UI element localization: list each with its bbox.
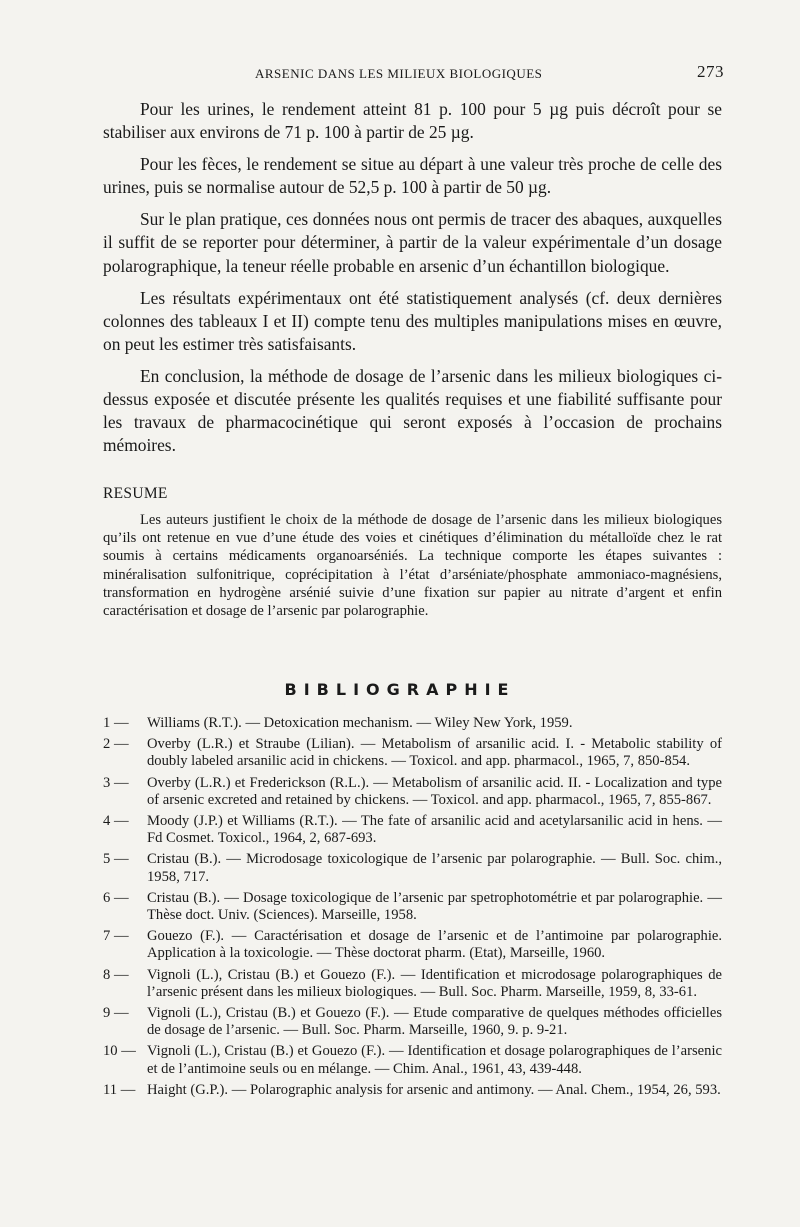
reference-text: Haight (G.P.). — Polarographic analysis for arsenic and antimony. — Anal. Chem., 1954, 26, 593. bbox=[147, 1081, 721, 1098]
body-text bbox=[103, 98, 722, 466]
resume-text: Les auteurs justifient le choix de la méthode de dosage de l’arsenic dans les milieux biologiques qu’ils ont retenue en vue d’une étude des voies et cinétiques d’élimination du métalloïde chez le rat soumis à certains médicaments organoarséniés. La technique comporte les étapes suivantes : minéralisation sulfonitrique, coprécipitation à l’état d’arséniate/phosphate ammoniaco-magnésiens, transformation en hydrogène arsénié suivie d’une fixation sur papier au nitrate d’argent et enfin caractérisation et dosage de l’arsenic par polarographie. bbox=[103, 512, 722, 620]
resume-abstract bbox=[103, 511, 722, 620]
reference-text: Williams (R.T.). — Detoxication mechanism. — Wiley New York, 1959. bbox=[147, 715, 573, 731]
reference-text: Gouezo (F.). — Caractérisation et dosage de l’arsenic et de l’antimoine par polarographie. Application à la toxicologie. — Thèse doctorat pharm. (Etat), Marseille, 1960. bbox=[147, 928, 722, 962]
paragraph: Les résultats expérimentaux ont été statistiquement analysés (cf. deux dernières colonnes des tableaux I et II) compte tenu des multiples manipulations mises en œuvre, on peut les estimer très satisfaisants. bbox=[103, 287, 722, 354]
page-number: 273 bbox=[697, 62, 724, 81]
paragraph: En conclusion, la méthode de dosage de l’arsenic dans les milieux biologiques ci-dessus exposée et discutée présente les qualités requises et une fiabilité suffisante pour les travaux de pharmacocinétique qui seront exposés à l’occasion de prochains mémoires. bbox=[103, 365, 722, 456]
running-title: ARSENIC DANS LES MILIEUX BIOLOGIQUES bbox=[255, 66, 543, 81]
paragraph: Pour les fèces, le rendement se situe au départ à une valeur très proche de celle des urines, puis se normalise autour de 52,5 p. 100 à partir de 50 µg. bbox=[103, 154, 722, 198]
reference-text: Moody (J.P.) et Williams (R.T.). — The fate of arsanilic acid and acetylarsanilic acid in hens. — Fd Cosmet. Toxicol., 1964, 2, 687-693. bbox=[147, 813, 722, 847]
reference-number: 4 — bbox=[103, 813, 129, 830]
reference-number: 5 — bbox=[103, 851, 129, 868]
reference-number: 2 — bbox=[103, 736, 129, 753]
reference-number: 1 — bbox=[103, 715, 129, 731]
reference-item bbox=[103, 736, 722, 770]
reference-text: Cristau (B.). — Microdosage toxicologique de l’arsenic par polarographie. — Bull. Soc. chim., 1958, 717. bbox=[147, 851, 722, 885]
reference-number: 7 — bbox=[103, 928, 129, 945]
reference-text: Overby (L.R.) et Straube (Lilian). — Metabolism of arsanilic acid. I. - Metabolic stability of doubly labeled arsanilic acid in chickens. — Toxicol. and app. pharmacol., 1965, 7, 850-854. bbox=[147, 736, 722, 770]
reference-item bbox=[103, 851, 722, 885]
running-header bbox=[255, 62, 724, 82]
reference-item bbox=[103, 967, 722, 1001]
reference-item bbox=[103, 1005, 722, 1039]
reference-text: Vignoli (L.), Cristau (B.) et Gouezo (F.). — Identification et dosage polarographiques de l’arsenic et de l’antimoine seuls ou en mélange. — Chim. Anal., 1961, 43, 439-448. bbox=[147, 1043, 722, 1077]
reference-item bbox=[103, 813, 722, 847]
bibliography-list bbox=[103, 715, 722, 1103]
bibliography-heading: BIBLIOGRAPHIE bbox=[284, 680, 516, 699]
resume-heading: RESUME bbox=[103, 485, 168, 502]
reference-item bbox=[103, 928, 722, 962]
reference-item bbox=[103, 890, 722, 924]
reference-item bbox=[103, 1082, 722, 1099]
paragraph: Sur le plan pratique, ces données nous ont permis de tracer des abaques, auxquelles il suffit de se reporter pour déterminer, à partir de la valeur expérimentale d’un dosage polarographique, la teneur réelle probable en arsenic d’un échantillon biologique. bbox=[103, 209, 722, 276]
reference-number: 10 — bbox=[103, 1043, 136, 1060]
reference-number: 11 — bbox=[103, 1081, 136, 1098]
reference-number: 8 — bbox=[103, 966, 129, 983]
reference-text: Vignoli (L.), Cristau (B.) et Gouezo (F.). — Identification et microdosage polarographiques de l’arsenic présent dans les milieux biologiques. — Bull. Soc. Pharm. Marseille, 1959, 8, 33-61. bbox=[147, 966, 722, 1000]
reference-number: 9 — bbox=[103, 1005, 129, 1022]
reference-text: Vignoli (L.), Cristau (B.) et Gouezo (F.). — Etude comparative de quelques méthodes officielles de dosage de l’arsenic. — Bull. Soc. Pharm. Marseille, 1960, 9. p. 9-21. bbox=[147, 1005, 722, 1039]
reference-item bbox=[103, 1043, 722, 1077]
reference-text: Cristau (B.). — Dosage toxicologique de l’arsenic par spetrophotométrie et par polarographie. — Thèse doct. Univ. (Sciences). Marseille, 1958. bbox=[147, 889, 722, 924]
reference-item bbox=[103, 715, 722, 732]
reference-item bbox=[103, 775, 722, 809]
reference-number: 3 — bbox=[103, 774, 129, 791]
reference-number: 6 — bbox=[103, 889, 129, 906]
reference-text: Overby (L.R.) et Frederickson (R.L.). — Metabolism of arsanilic acid. II. - Localization and type of arsenic excreted and retained by chickens. — Toxicol. and app. pharmacol., 1965, 7, 855-867. bbox=[147, 774, 722, 808]
paragraph: Pour les urines, le rendement atteint 81 p. 100 pour 5 µg puis décroît pour se stabiliser aux environs de 71 p. 100 à partir de 25 µg. bbox=[103, 99, 722, 143]
